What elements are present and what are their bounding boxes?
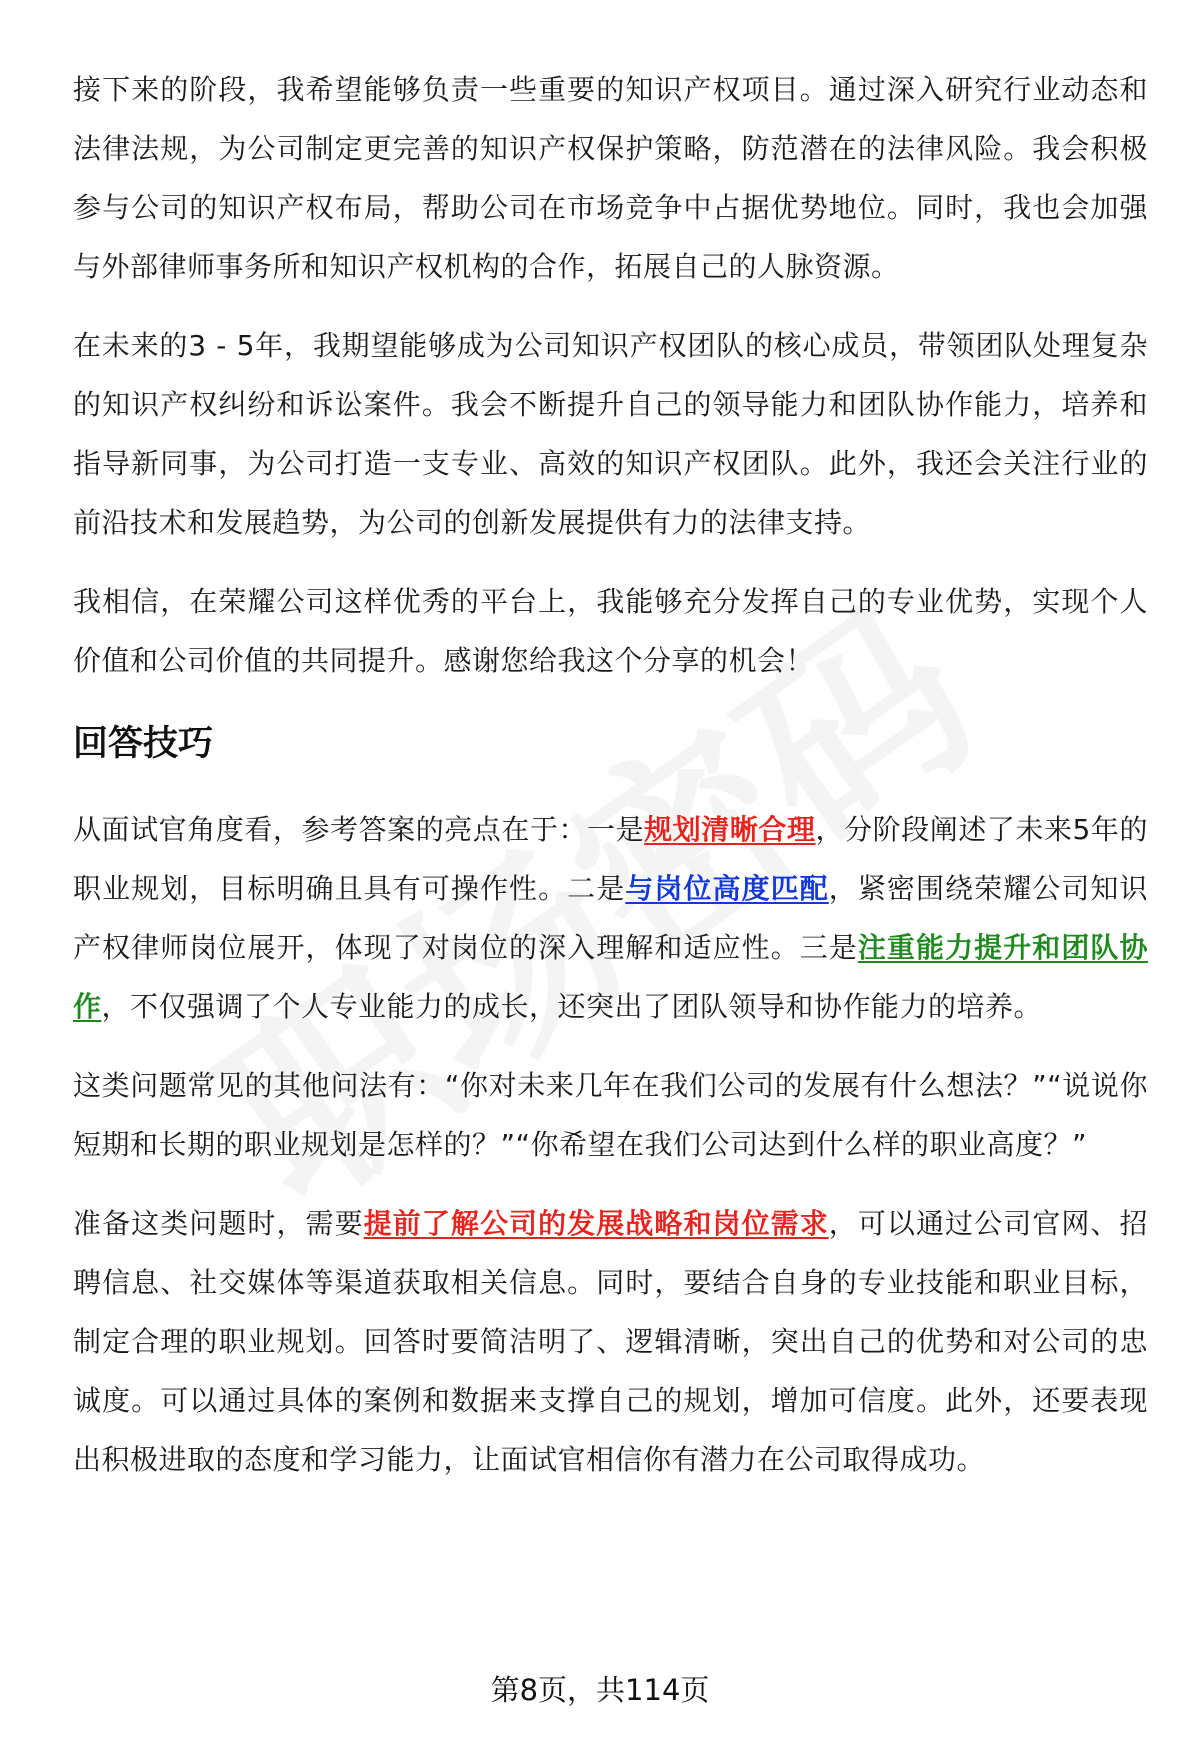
section-heading-answer-tips: 回答技巧 xyxy=(73,724,214,764)
highlight-teamwork: 注重能力提升和团队协作 xyxy=(73,931,1148,1023)
highlight-clear-planning: 规划清晰合理 xyxy=(644,813,816,846)
text-segment: ，紧密围绕荣耀公司知识产权律师岗位展开，体现了对岗位的深入理解和适应性。三是 xyxy=(73,872,1148,964)
paragraph-interviewer-view xyxy=(73,800,1148,1036)
text-segment: 准备这类问题时，需要 xyxy=(73,1207,364,1240)
text-segment: 从面试官角度看，参考答案的亮点在于：一是 xyxy=(73,813,645,846)
paragraph-preparation xyxy=(73,1194,1148,1489)
highlight-job-match: 与岗位高度匹配 xyxy=(625,872,829,905)
text-segment: ，可以通过公司官网、招聘信息、社交媒体等渠道获取相关信息。同时，要结合自身的专业技能和职业目标，制定合理的职业规划。回答时要简洁明了、逻辑清晰，突出自己的优势和对公司的忠诚度。可以通过具体的案例和数据来支撑自己的规划，增加可信度。此外，还要表现出积极进取的态度和学习能力，让面试官相信你有潜力在公司取得成功。 xyxy=(73,1207,1148,1476)
paragraph-other-questions: 这类问题常见的其他问法有：“你对未来几年在我们公司的发展有什么想法？”“说说你短期和长期的职业规划是怎样的？”“你希望在我们公司达到什么样的职业高度？” xyxy=(73,1069,1148,1161)
paragraph-3-5-years: 在未来的3 - 5年，我期望能够成为公司知识产权团队的核心成员，带领团队处理复杂的知识产权纠纷和诉讼案件。我会不断提升自己的领导能力和团队协作能力，培养和指导新同事，为公司打造一支专业、高效的知识产权团队。此外，我还会关注行业的前沿技术和发展趋势，为公司的创新发展提供有力的法律支持。 xyxy=(73,329,1148,539)
text-segment: ，分阶段阐述了未来5年的职业规划，目标明确且具有可操作性。二是 xyxy=(73,813,1148,905)
highlight-company-strategy: 提前了解公司的发展战略和岗位需求 xyxy=(363,1207,829,1240)
page-number-footer: 第8页，共114页 xyxy=(490,1673,710,1707)
paragraph-next-stage: 接下来的阶段，我希望能够负责一些重要的知识产权项目。通过深入研究行业动态和法律法规，为公司制定更完善的知识产权保护策略，防范潜在的法律风险。我会积极参与公司的知识产权布局，帮助公司在市场竞争中占据优势地位。同时，我也会加强与外部律师事务所和知识产权机构的合作，拓展自己的人脉资源。 xyxy=(73,73,1148,283)
paragraph-closing: 我相信，在荣耀公司这样优秀的平台上，我能够充分发挥自己的专业优势，实现个人价值和公司价值的共同提升。感谢您给我这个分享的机会！ xyxy=(73,585,1148,677)
text-segment: ，不仅强调了个人专业能力的成长，还突出了团队领导和协作能力的培养。 xyxy=(101,990,1043,1023)
document-page xyxy=(73,60,1148,1509)
